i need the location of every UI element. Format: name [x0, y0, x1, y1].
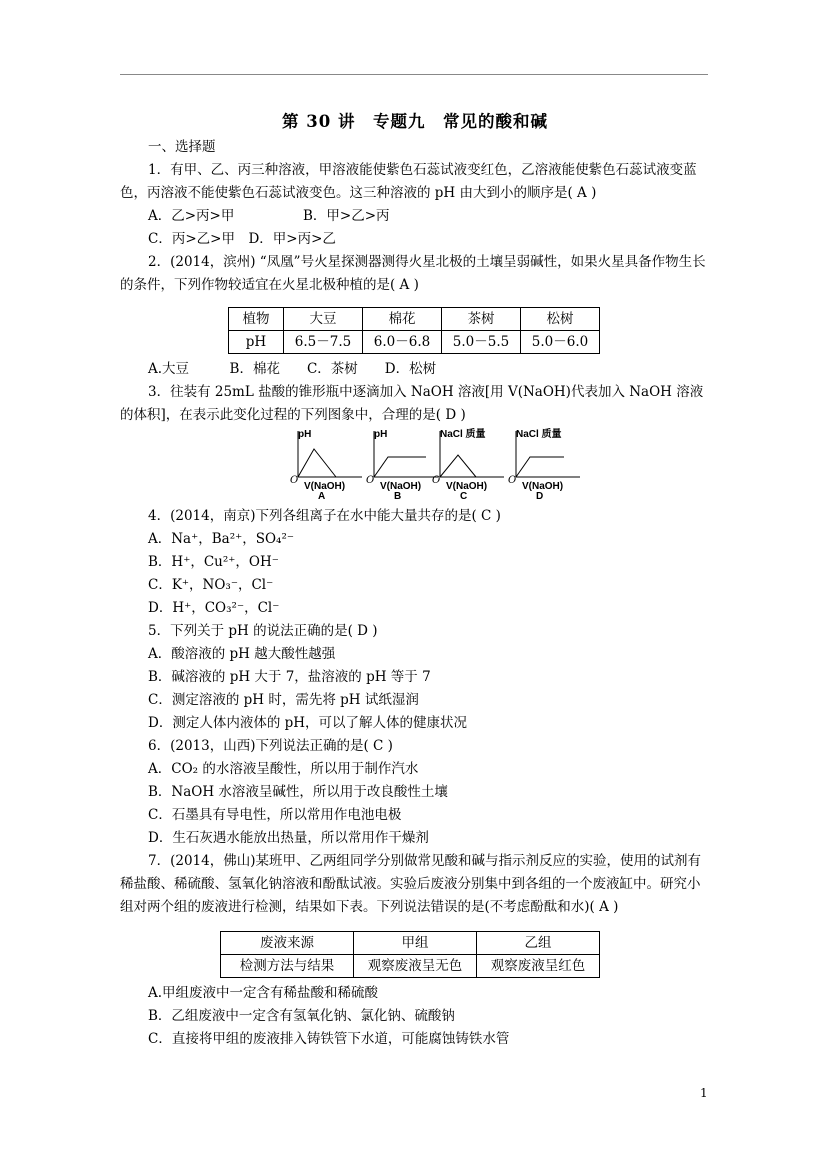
table-cell: 检测方法与结果: [221, 955, 354, 978]
table-cell: 废液来源: [221, 932, 354, 955]
table-row: [221, 932, 600, 955]
q1-option-a: A．乙>丙>甲: [148, 208, 235, 224]
table-cell: 5.0－6.0: [521, 331, 600, 354]
table-cell: 植物: [229, 308, 284, 331]
q1-options-cd: C．丙>乙>甲 D．甲>丙>乙: [148, 231, 336, 247]
q4-option-d: D．H⁺，CO₃²⁻，Cl⁻: [148, 600, 280, 616]
q3-graphs: [120, 427, 710, 501]
table-cell: 观察废液呈红色: [477, 955, 600, 978]
q3-stem: 3．往装有 25mL 盐酸的锥形瓶中逐滴加入 NaOH 溶液[用 V(NaOH)代表加入 NaOH 溶液的体积]，在表示此变化过程的下列图象中，合理的是( D ): [120, 384, 704, 423]
table-cell: 大豆: [284, 308, 363, 331]
table-cell: 观察废液呈无色: [354, 955, 477, 978]
q4-option-c: C．K⁺，NO₃⁻，Cl⁻: [148, 577, 274, 593]
q1-stem: 1．有甲、乙、丙三种溶液，甲溶液能使紫色石蕊试液变红色，乙溶液能使紫色石蕊试液变蓝色，丙溶液不能使紫色石蕊试液变色。这三种溶液的 pH 由大到小的顺序是( A ): [120, 162, 697, 201]
graph-x-label: V(NaOH): [380, 481, 422, 492]
q5-option-d: D．测定人体内液体的 pH，可以了解人体的健康状况: [148, 715, 468, 731]
graph-y-label: pH: [298, 429, 312, 440]
graph-origin: O: [432, 475, 441, 486]
q2-stem: 2．(2014，滨州) “凤凰”号火星探测器测得火星北极的土壤呈弱碱性，如果火星具备作物生长的条件，下列作物较适宜在火星北极种植的是( A ): [120, 254, 706, 293]
document-body: [120, 96, 710, 1051]
graph-tag: D: [536, 491, 544, 501]
graph-curve: [298, 449, 336, 477]
graph-curve: [440, 455, 476, 477]
graph-y-label: NaCl 质量: [516, 429, 562, 440]
q4-option-b: B．H⁺，Cu²⁺，OH⁻: [148, 554, 279, 570]
q6-stem: 6．(2013，山西)下列说法正确的是( C ): [148, 738, 393, 754]
q5-option-a: A．酸溶液的 pH 越大酸性越强: [148, 646, 336, 662]
q7-stem: 7．(2014，佛山)某班甲、乙两组同学分别做常见酸和碱与指示剂反应的实验，使用的试剂有稀盐酸、稀硫酸、氢氧化钠溶液和酚酞试液。实验后废液分别集中到各组的一个废液缸中。研究小组对两个组的废液进行检测，结果如下表。下列说法错误的是(不考虑酚酞和水)( A ): [120, 853, 701, 915]
graph-y-label: pH: [374, 429, 388, 440]
table-row: [221, 955, 600, 978]
graph-tag: B: [394, 491, 402, 501]
q2-options: A.大豆 B．棉花 C．茶树 D．松树: [148, 361, 437, 377]
graph-origin: O: [366, 475, 375, 486]
graph-x-label: V(NaOH): [522, 481, 564, 492]
table-cell: 松树: [521, 308, 600, 331]
q4-option-a: A．Na⁺，Ba²⁺，SO₄²⁻: [148, 531, 295, 547]
table-row: [229, 331, 600, 354]
page-title: 第 30 讲 专题九 常见的酸和碱: [282, 112, 548, 131]
q7-option-c: C．直接将甲组的废液排入铸铁管下水道，可能腐蚀铸铁水管: [148, 1031, 510, 1047]
table-cell: 乙组: [477, 932, 600, 955]
q5-option-b: B．碱溶液的 pH 大于 7，盐溶液的 pH 等于 7: [148, 669, 431, 685]
q7-table: [220, 931, 600, 978]
table-cell: 6.0－6.8: [363, 331, 442, 354]
q2-table: [228, 307, 600, 354]
graph-x-label: V(NaOH): [304, 481, 346, 492]
q5-stem: 5．下列关于 pH 的说法正确的是( D ): [148, 623, 378, 639]
q1-option-b: B．甲>乙>丙: [303, 208, 390, 224]
graph-d: [508, 427, 588, 501]
q6-option-c: C．石墨具有导电性，所以常用作电池电极: [148, 807, 402, 823]
graph-curve: [516, 457, 564, 477]
table-cell: 5.0－5.5: [442, 331, 521, 354]
section-heading: 一、选择题: [148, 139, 216, 155]
graph-c: [432, 427, 512, 501]
q4-stem: 4．(2014，南京)下列各组离子在水中能大量共存的是( C ): [148, 508, 501, 524]
table-cell: pH: [229, 331, 284, 354]
q6-option-a: A．CO₂ 的水溶液呈酸性，所以用于制作汽水: [148, 761, 419, 777]
graph-tag: A: [318, 491, 326, 501]
q5-option-c: C．测定溶液的 pH 时，需先将 pH 试纸湿润: [148, 692, 419, 708]
q1-options-ab: [120, 205, 710, 228]
graph-curve: [374, 457, 426, 477]
table-cell: 棉花: [363, 308, 442, 331]
q7-option-b: B．乙组废液中一定含有氢氧化钠、氯化钠、硫酸钠: [148, 1008, 455, 1024]
graph-x-label: V(NaOH): [446, 481, 488, 492]
graph-origin: O: [290, 475, 299, 486]
graph-a: [290, 427, 370, 501]
table-cell: 6.5－7.5: [284, 331, 363, 354]
table-cell: 茶树: [442, 308, 521, 331]
graph-tag: C: [460, 491, 468, 501]
graph-y-label: NaCl 质量: [440, 429, 486, 440]
q7-option-a: A.甲组废液中一定含有稀盐酸和稀硫酸: [148, 985, 379, 1001]
table-cell: 甲组: [354, 932, 477, 955]
header-rule: [120, 74, 708, 75]
q6-option-d: D．生石灰遇水能放出热量，所以常用作干燥剂: [148, 830, 429, 846]
q6-option-b: B．NaOH 水溶液呈碱性，所以用于改良酸性土壤: [148, 784, 448, 800]
table-row: [229, 308, 600, 331]
page-number: 1: [700, 1086, 708, 1100]
graph-origin: O: [508, 475, 517, 486]
